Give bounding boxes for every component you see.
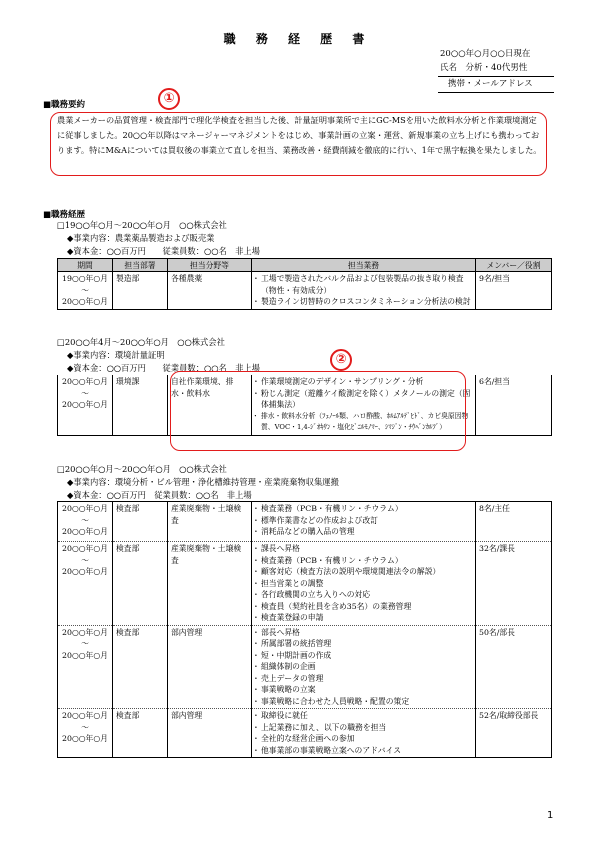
member-cell: 50名/部長 <box>476 625 552 709</box>
company-capital: ◆資本金：○○百万円 従業員数：○○名 非上場 <box>67 363 260 373</box>
career-heading: ■職務経歴 <box>43 210 86 220</box>
annotation-marker-2: ② <box>330 349 352 371</box>
col-field: 担当分野等 <box>168 259 252 272</box>
company-business: ◆事業内容：環境分析・ビル管理・浄化槽維持管理・産業廃棄物収集運搬 <box>67 477 339 487</box>
field-cell: 産業廃棄物・土壌検査 <box>168 542 252 626</box>
period-cell: 20○○年○月 ～ 20○○年○月 <box>58 709 113 758</box>
page-number: 1 <box>547 810 554 821</box>
company-business: ◆事業内容：農業薬品製造および販売業 <box>67 233 215 243</box>
company-capital: ◆資本金：○○百万円 従業員数：○○名 非上場 <box>67 246 260 256</box>
col-tasks: 担当業務 <box>252 259 476 272</box>
member-cell: 6名/担当 <box>476 375 552 435</box>
job-table <box>57 258 552 310</box>
field-cell: 各種農薬 <box>168 272 252 310</box>
col-period: 期間 <box>58 259 113 272</box>
company-header: □20○○年4月～20○○年○月 ○○株式会社 <box>57 337 225 347</box>
underline <box>438 92 554 93</box>
dept-cell: 検査部 <box>113 542 168 626</box>
dept-cell: 検査部 <box>113 709 168 758</box>
underline <box>438 76 554 77</box>
company-header: □19○○年○月～20○○年○月 ○○株式会社 <box>57 220 227 230</box>
highlight-box-2 <box>170 371 466 451</box>
period-cell: 20○○年○月 ～ 20○○年○月 <box>58 375 113 435</box>
col-dept: 担当部署 <box>113 259 168 272</box>
summary-heading: ■職務要約 <box>43 100 86 110</box>
period-cell: 19○○年○月 ～ 20○○年○月 <box>58 272 113 310</box>
member-cell: 8名/主任 <box>476 502 552 542</box>
member-cell: 52名/取締役部長 <box>476 709 552 758</box>
period-cell: 20○○年○月 ～ 20○○年○月 <box>58 625 113 709</box>
company-header: □20○○年○月～20○○年○月 ○○株式会社 <box>57 464 227 474</box>
dept-cell: 製造部 <box>113 272 168 310</box>
table-row <box>58 542 552 626</box>
table-row <box>58 709 552 758</box>
tasks-cell: ・ 部長へ昇格 ・ 所属部署の統括管理 ・ 短・中期計画の作成 ・ 組織体制の企画 ・ 売上データの管理 ・ 事業戦略の立案 ・ 事業戦略に合わせた人員戦略・配置の策定 <box>252 625 476 709</box>
annotation-marker-1: ① <box>158 88 180 110</box>
table-row <box>58 625 552 709</box>
field-cell: 部内管理 <box>168 625 252 709</box>
dept-cell: 検査部 <box>113 625 168 709</box>
tasks-cell: ・ 検査業務（PCB・有機リン・チウラム） ・ 標準作業書などの作成および改訂 ・ 消耗品などの購入品の管理 <box>252 502 476 542</box>
member-cell: 9名/担当 <box>476 272 552 310</box>
document-title: 職 務 経 歴 書 <box>223 32 373 46</box>
period-cell: 20○○年○月 ～ 20○○年○月 <box>58 542 113 626</box>
period-cell: 20○○年○月 ～ 20○○年○月 <box>58 502 113 542</box>
name-line: 氏名 分析・40代男性 <box>440 63 528 73</box>
date-line: 20○○年○月○○日現在 <box>440 49 531 59</box>
field-cell: 自社作業環境、排水・飲料水 <box>168 375 252 435</box>
tasks-cell: ・ 課長へ昇格 ・ 検査業務（PCB・有機リン・チウラム） ・ 顧客対応（検査方法の説明や環境関連法令の解説） ・ 担当営業との調整 ・ 各行政機関の立ち入りへの対応 ・ 検査員（契約社員を含め35名）の業務管理 ・ 検査業登録の申請 <box>252 542 476 626</box>
field-cell: 産業廃棄物・土壌検査 <box>168 502 252 542</box>
dept-cell: 検査部 <box>113 502 168 542</box>
company-capital: ◆資本金：○○百万円 従業員数：○○名 非上場 <box>67 490 252 500</box>
member-cell: 32名/課長 <box>476 542 552 626</box>
tasks-cell: ・ 取締役に就任 ・ 上記業務に加え、以下の職務を担当 ・ 全社的な経営企画への参加 ・ 他事業部の事業戦略立案へのアドバイス <box>252 709 476 758</box>
summary-text: 農業メーカーの品質管理・検査部門で理化学検査を担当した後、計量証明事業所で主にGC-MSを用いた飲料水分析と作業環境測定に従事しました。20○○年以降はマネージャーマネジメントをはじめ、事業計画の立案・運営、新規事業の立ち上げにも携わっております。特にM&Aについては買収後の事業立て直しを担当、業務改善・経費削減を徹底的に行い、1年で黒字転換を果たしました。 <box>57 115 542 155</box>
table-row <box>58 272 552 310</box>
tasks-cell: ・ 工場で製造されたバルク品および包装製品の抜き取り検査（物性・有効成分） ・ 製造ライン切替時のクロスコンタミネーション分析法の検討 <box>252 272 476 310</box>
field-cell: 部内管理 <box>168 709 252 758</box>
company-business: ◆事業内容：環境計量証明 <box>67 350 165 360</box>
col-member: メンバー／役割 <box>476 259 552 272</box>
contact-line: 携帯・メールアドレス <box>448 79 533 89</box>
table-header-row <box>58 259 552 272</box>
dept-cell: 環境課 <box>113 375 168 435</box>
tasks-cell: ・ 作業環境測定のデザイン・サンプリング・分析 ・ 粉じん測定（遊離ケイ酸測定を除く）メタノールの測定（固体捕集法） ・ 排水・飲料水分析（ﾌｪﾉｰﾙ類、ハロ酢酸、ﾎﾙﾑｱﾙﾃﾞﾋﾄﾞ、カビ臭原因物質、VOC・1,4-ｼﾞｵｷｻﾝ・塩化ﾋﾞﾆﾙﾓﾉﾏｰ、ｼﾏｼﾞﾝ・ﾁｳﾍﾞﾝｶﾙﾌﾞ） <box>252 375 476 435</box>
job-table <box>57 501 552 758</box>
table-row <box>58 502 552 542</box>
